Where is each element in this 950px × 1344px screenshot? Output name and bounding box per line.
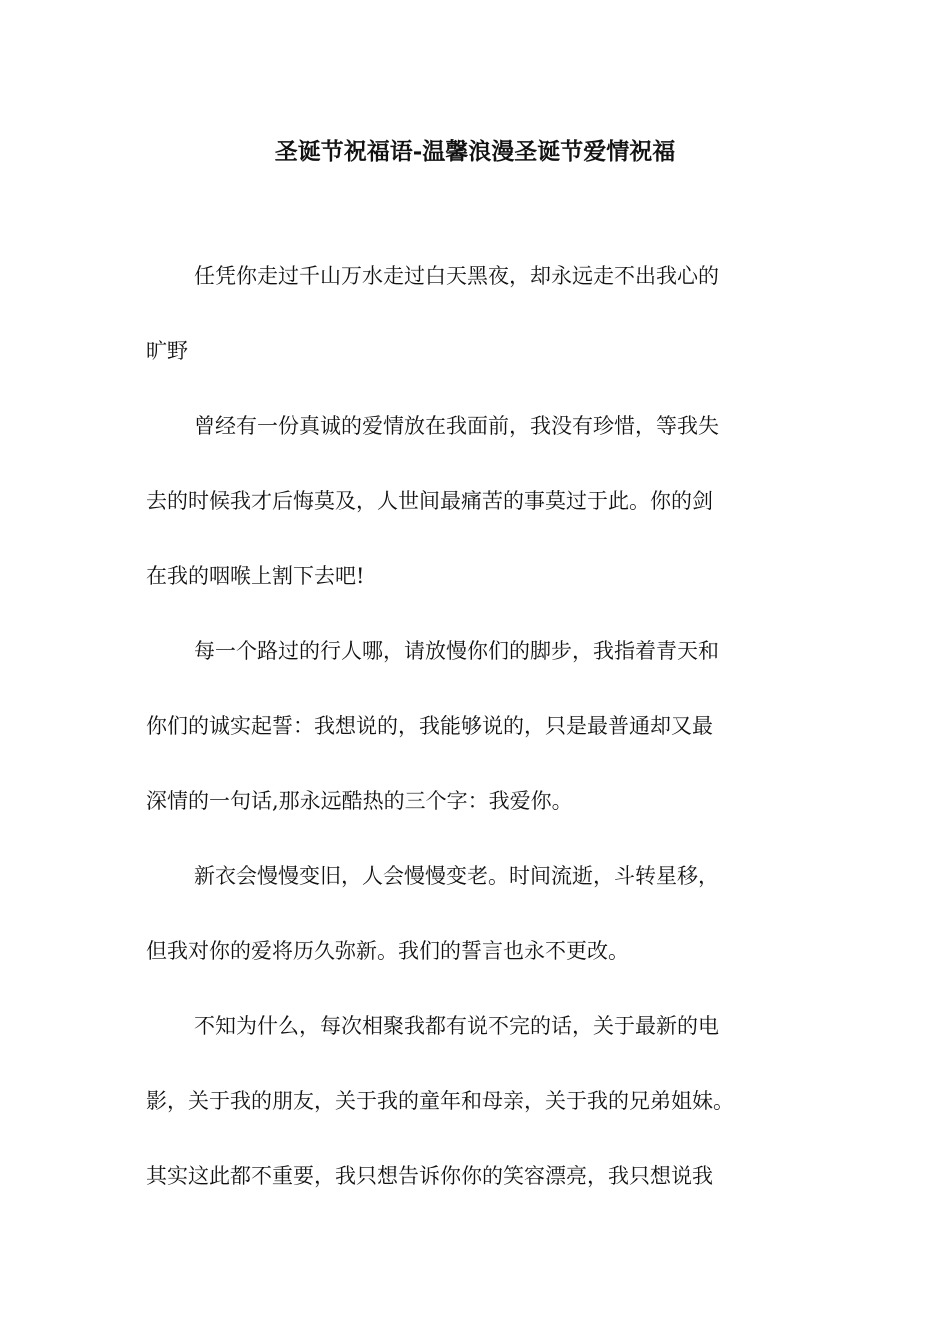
document-title: 圣诞节祝福语-温馨浪漫圣诞节爱情祝福	[274, 138, 676, 165]
paragraph-4-line-1: 新衣会慢慢变旧，人会慢慢变老。时间流逝，斗转星移，	[194, 864, 719, 888]
paragraph-1-line-1: 任凭你走过千山万水走过白天黑夜，却永远走不出我心的	[194, 264, 719, 288]
paragraph-2-line-1: 曾经有一份真诚的爱情放在我面前，我没有珍惜，等我失	[194, 414, 719, 438]
paragraph-1-line-2: 旷野	[146, 339, 188, 363]
paragraph-2-line-2: 去的时候我才后悔莫及，人世间最痛苦的事莫过于此。你的剑	[146, 489, 713, 513]
paragraph-3-line-3: 深情的一句话,那永远酷热的三个字：我爱你。	[146, 789, 573, 813]
paragraph-3-line-2: 你们的诚实起誓：我想说的，我能够说的，只是最普通却又最	[146, 714, 713, 738]
paragraph-4-line-2: 但我对你的爱将历久弥新。我们的誓言也永不更改。	[146, 939, 629, 963]
paragraph-3-line-1: 每一个路过的行人哪，请放慢你们的脚步，我指着青天和	[194, 639, 719, 663]
paragraph-5-line-2: 影，关于我的朋友，关于我的童年和母亲，关于我的兄弟姐妹。	[146, 1089, 734, 1113]
paragraph-2-line-3: 在我的咽喉上割下去吧!	[146, 564, 365, 588]
paragraph-5-line-3: 其实这此都不重要，我只想告诉你你的笑容漂亮，我只想说我	[146, 1164, 713, 1188]
paragraph-5-line-1: 不知为什么，每次相聚我都有说不完的话，关于最新的电	[194, 1014, 719, 1038]
